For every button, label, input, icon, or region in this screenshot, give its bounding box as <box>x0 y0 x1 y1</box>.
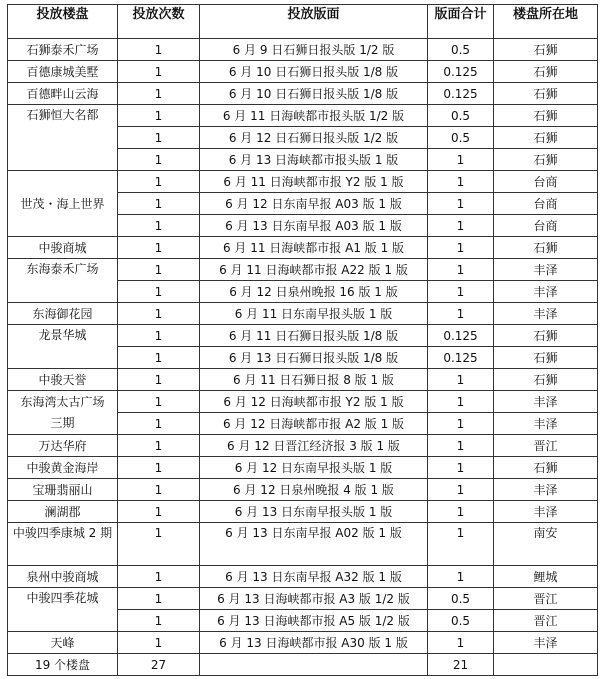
property-location: 石狮 <box>494 83 598 105</box>
table-row <box>8 369 598 391</box>
placement-layout: 6 月 12 日晋江经济报 3 版 1 版 <box>200 435 428 457</box>
table-row <box>8 325 598 347</box>
placement-layout: 6 月 12 日泉州晚报 4 版 1 版 <box>200 479 428 501</box>
placement-count: 1 <box>118 632 200 654</box>
table-row <box>8 457 598 479</box>
table-row <box>8 632 598 654</box>
table-row <box>8 501 598 523</box>
placement-count: 1 <box>118 259 200 281</box>
placement-layout: 6 月 13 日东南早报 A03 版 1 版 <box>200 215 428 237</box>
property-name: 百德畔山云海 <box>8 83 118 105</box>
table-row <box>8 83 598 105</box>
property-location: 丰泽 <box>494 479 598 501</box>
area-total: 0.125 <box>428 325 494 347</box>
header-location: 楼盘所在地 <box>494 5 598 39</box>
property-location: 南安 <box>494 523 598 566</box>
property-name: 世茂・海上世界 <box>8 171 118 237</box>
property-location: 晋江 <box>494 435 598 457</box>
property-name: 龙景华城 <box>8 325 118 369</box>
property-location: 石狮 <box>494 39 598 61</box>
property-location: 石狮 <box>494 237 598 259</box>
placement-count: 1 <box>118 435 200 457</box>
property-name: 中骏四季花城 <box>8 588 118 632</box>
property-name: 宝珊翡丽山 <box>8 479 118 501</box>
property-location: 丰泽 <box>494 281 598 303</box>
area-total: 1 <box>428 149 494 171</box>
placement-count: 1 <box>118 566 200 588</box>
table-row <box>8 566 598 588</box>
property-name-continued: 三期 <box>8 413 118 435</box>
property-name: 东海湾太古广场 <box>8 391 118 413</box>
area-total: 1 <box>428 457 494 479</box>
total-area: 21 <box>428 654 494 676</box>
property-location: 石狮 <box>494 325 598 347</box>
placement-layout: 6 月 13 日东南早报头版 1 版 <box>200 501 428 523</box>
table-row <box>8 303 598 325</box>
table-row <box>8 391 598 413</box>
header-layout: 投放版面 <box>200 5 428 39</box>
placement-layout: 6 月 11 日海峡都市报头版 1/2 版 <box>200 105 428 127</box>
placement-layout: 6 月 12 日海峡都市报 A2 版 1 版 <box>200 413 428 435</box>
property-name: 澜湖郡 <box>8 501 118 523</box>
property-location: 石狮 <box>494 105 598 127</box>
table-row <box>8 237 598 259</box>
property-location: 丰泽 <box>494 413 598 435</box>
placement-count: 1 <box>118 193 200 215</box>
area-total: 1 <box>428 523 494 566</box>
property-name: 东海泰禾广场 <box>8 259 118 303</box>
property-name: 中骏商城 <box>8 237 118 259</box>
placement-layout: 6 月 11 日东南早报头版 1 版 <box>200 303 428 325</box>
table-row <box>8 105 598 127</box>
placement-count: 1 <box>118 149 200 171</box>
table-row <box>8 259 598 281</box>
placement-layout: 6 月 11 日海峡都市报 Y2 版 1 版 <box>200 171 428 193</box>
table-row <box>8 413 598 435</box>
placement-layout: 6 月 13 日海峡都市报头版 1 版 <box>200 149 428 171</box>
area-total: 0.5 <box>428 588 494 610</box>
placement-count: 1 <box>118 501 200 523</box>
area-total: 1 <box>428 413 494 435</box>
placement-count: 1 <box>118 237 200 259</box>
area-total: 0.5 <box>428 610 494 632</box>
table-row <box>8 523 598 566</box>
placement-layout: 6 月 13 日海峡都市报 A3 版 1/2 版 <box>200 588 428 610</box>
property-location: 石狮 <box>494 369 598 391</box>
placement-count: 1 <box>118 215 200 237</box>
area-total: 1 <box>428 369 494 391</box>
property-location: 丰泽 <box>494 259 598 281</box>
area-total: 0.5 <box>428 105 494 127</box>
placement-count: 1 <box>118 325 200 347</box>
area-total: 1 <box>428 215 494 237</box>
property-location: 台商 <box>494 171 598 193</box>
property-name: 中骏黄金海岸 <box>8 457 118 479</box>
table-row <box>8 171 598 193</box>
area-total: 1 <box>428 501 494 523</box>
area-total: 0.125 <box>428 83 494 105</box>
area-total: 1 <box>428 303 494 325</box>
placement-layout: 6 月 13 日东南早报 A02 版 1 版 <box>200 523 428 566</box>
property-name: 石狮恒大名都 <box>8 105 118 171</box>
property-location: 丰泽 <box>494 303 598 325</box>
header-property: 投放楼盘 <box>8 5 118 39</box>
placement-count: 1 <box>118 523 200 566</box>
placement-count: 1 <box>118 281 200 303</box>
placement-layout: 6 月 11 日海峡都市报 A22 版 1 版 <box>200 259 428 281</box>
area-total: 0.5 <box>428 39 494 61</box>
area-total: 1 <box>428 281 494 303</box>
property-location: 丰泽 <box>494 632 598 654</box>
placement-count: 1 <box>118 588 200 610</box>
area-total: 1 <box>428 632 494 654</box>
placement-layout: 6 月 12 日东南早报头版 1 版 <box>200 457 428 479</box>
placement-count: 1 <box>118 127 200 149</box>
property-name: 天峰 <box>8 632 118 654</box>
placement-count: 1 <box>118 413 200 435</box>
placement-count: 1 <box>118 105 200 127</box>
placement-layout: 6 月 11 日石狮日报 8 版 1 版 <box>200 369 428 391</box>
placement-layout: 6 月 12 日石狮日报头版 1/2 版 <box>200 127 428 149</box>
property-name: 中骏天誉 <box>8 369 118 391</box>
area-total: 1 <box>428 566 494 588</box>
placement-count: 1 <box>118 457 200 479</box>
table-row <box>8 479 598 501</box>
totals-row <box>8 654 598 676</box>
placement-layout: 6 月 12 日海峡都市报 Y2 版 1 版 <box>200 391 428 413</box>
placement-count: 1 <box>118 391 200 413</box>
placement-layout: 6 月 9 日石狮日报头版 1/2 版 <box>200 39 428 61</box>
area-total: 1 <box>428 259 494 281</box>
table-row <box>8 435 598 457</box>
table-row <box>8 588 598 610</box>
placement-count: 1 <box>118 347 200 369</box>
property-name: 泉州中骏商城 <box>8 566 118 588</box>
property-location: 石狮 <box>494 149 598 171</box>
placement-layout: 6 月 13 日石狮日报头版 1/8 版 <box>200 347 428 369</box>
property-name: 万达华府 <box>8 435 118 457</box>
property-location: 台商 <box>494 193 598 215</box>
placement-layout: 6 月 13 日东南早报 A32 版 1 版 <box>200 566 428 588</box>
placement-count: 1 <box>118 171 200 193</box>
property-name: 东海御花园 <box>8 303 118 325</box>
placement-count: 1 <box>118 303 200 325</box>
placement-layout: 6 月 12 日泉州晚报 16 版 1 版 <box>200 281 428 303</box>
property-name: 石狮泰禾广场 <box>8 39 118 61</box>
property-name: 中骏四季康城 2 期 <box>8 523 118 566</box>
property-location: 晋江 <box>494 610 598 632</box>
placement-layout: 6 月 13 日海峡都市报 A30 版 1 版 <box>200 632 428 654</box>
table-row <box>8 61 598 83</box>
area-total: 1 <box>428 237 494 259</box>
table-row <box>8 39 598 61</box>
total-location-blank <box>494 654 598 676</box>
placement-layout: 6 月 11 日海峡都市报 A1 版 1 版 <box>200 237 428 259</box>
header-row <box>8 5 598 39</box>
area-total: 1 <box>428 171 494 193</box>
placement-count: 1 <box>118 479 200 501</box>
placement-count: 1 <box>118 369 200 391</box>
area-total: 0.125 <box>428 347 494 369</box>
ad-placement-table <box>7 4 598 676</box>
area-total: 1 <box>428 435 494 457</box>
property-location: 石狮 <box>494 457 598 479</box>
property-location: 石狮 <box>494 127 598 149</box>
area-total: 1 <box>428 391 494 413</box>
placement-layout: 6 月 11 日石狮日报头版 1/8 版 <box>200 325 428 347</box>
area-total: 1 <box>428 479 494 501</box>
placement-layout: 6 月 10 日石狮日报头版 1/8 版 <box>200 61 428 83</box>
property-name: 百德康城美墅 <box>8 61 118 83</box>
property-location: 丰泽 <box>494 501 598 523</box>
property-location: 石狮 <box>494 61 598 83</box>
property-location: 鲤城 <box>494 566 598 588</box>
placement-layout: 6 月 10 日石狮日报头版 1/8 版 <box>200 83 428 105</box>
placement-count: 1 <box>118 610 200 632</box>
placement-count: 1 <box>118 39 200 61</box>
total-placement-count: 27 <box>118 654 200 676</box>
area-total: 0.5 <box>428 127 494 149</box>
header-count: 投放次数 <box>118 5 200 39</box>
placement-layout: 6 月 12 日东南早报 A03 版 1 版 <box>200 193 428 215</box>
area-total: 1 <box>428 193 494 215</box>
placement-count: 1 <box>118 83 200 105</box>
property-location: 台商 <box>494 215 598 237</box>
area-total: 0.125 <box>428 61 494 83</box>
property-location: 晋江 <box>494 588 598 610</box>
total-property-count: 19 个楼盘 <box>8 654 118 676</box>
total-layout-blank <box>200 654 428 676</box>
property-location: 丰泽 <box>494 391 598 413</box>
placement-layout: 6 月 13 日海峡都市报 A5 版 1/2 版 <box>200 610 428 632</box>
property-location: 石狮 <box>494 347 598 369</box>
placement-count: 1 <box>118 61 200 83</box>
header-area-total: 版面合计 <box>428 5 494 39</box>
